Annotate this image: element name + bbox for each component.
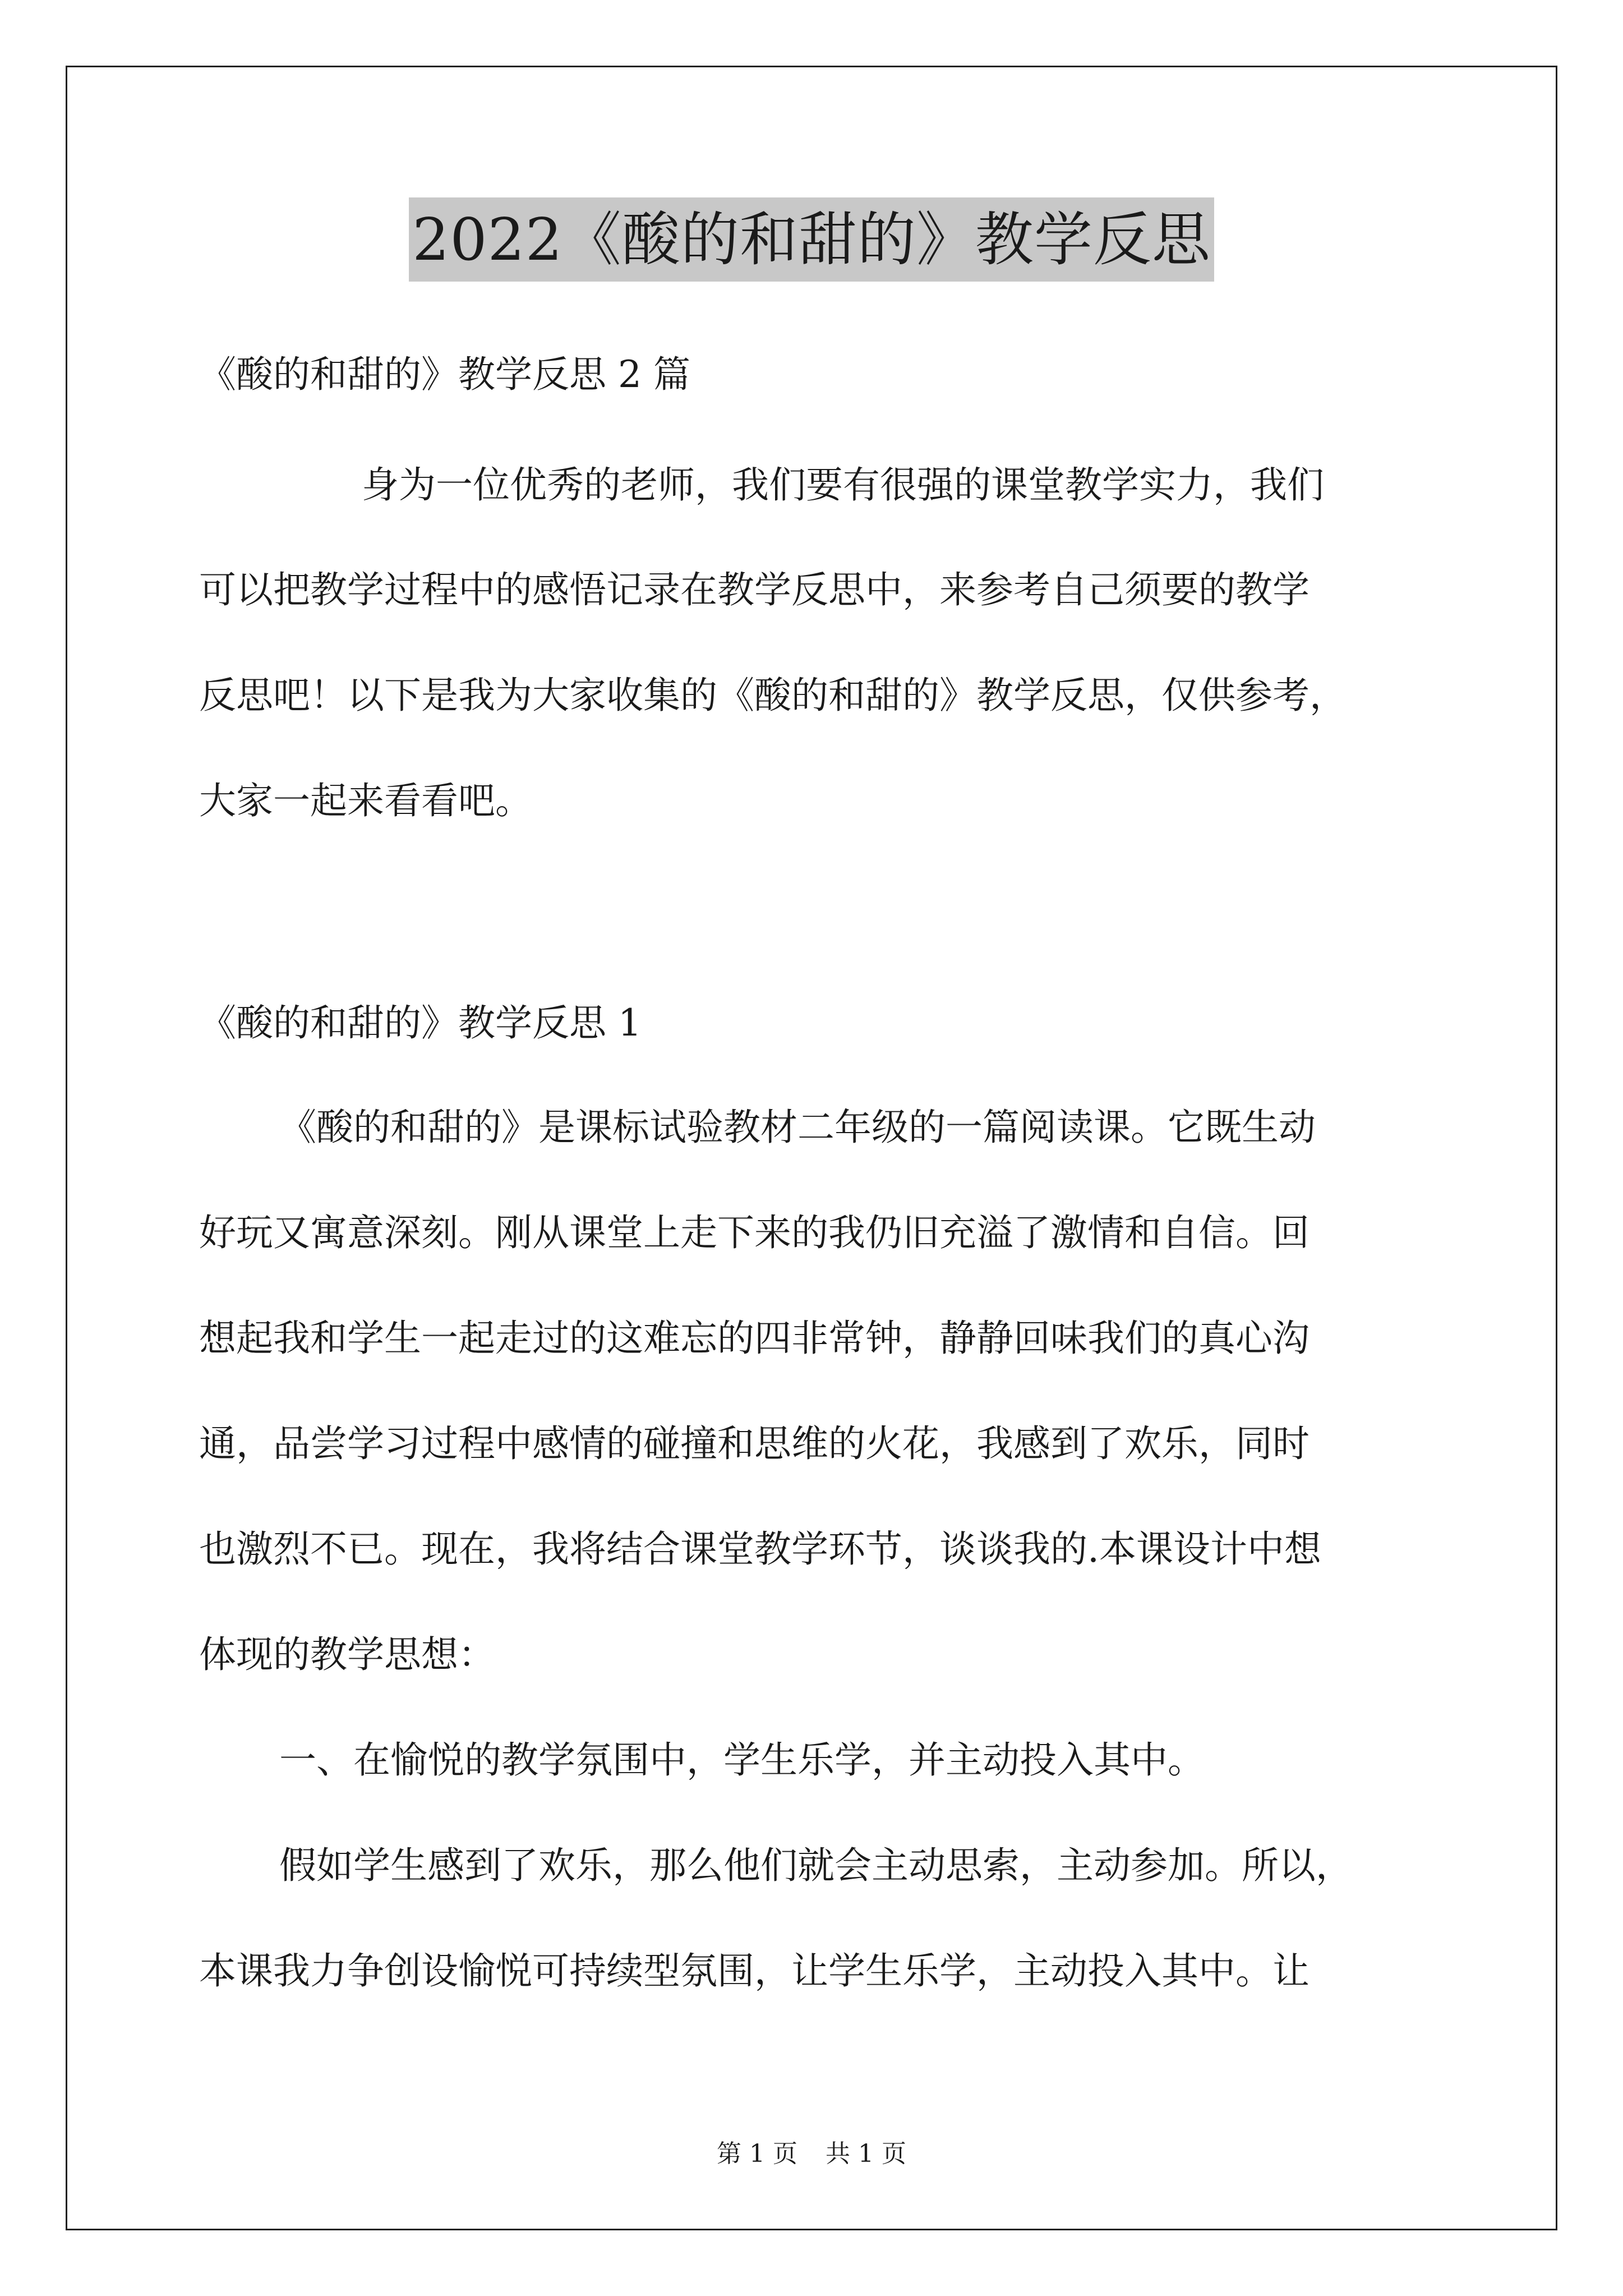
page-footer [0,2138,1623,2170]
paragraph-line: 本课我力争创设愉悦可持续型氛围，让学生乐学，主动投入其中。让 [199,1949,1310,1993]
paragraph-line: 也激烈不已。现在，我将结合课堂教学环节，谈谈我的.本课设计中想 [199,1527,1321,1571]
subtitle: 《酸的和甜的》教学反思 2 篇 [199,353,690,396]
document-title: 2022《酸的和甜的》教学反思 [409,197,1214,282]
intro-line: 可以把教学过程中的感悟记录在教学反思中，来参考自己须要的教学 [199,568,1310,611]
paragraph-line: 体现的教学思想： [199,1633,495,1676]
paragraph-line: 通，品尝学习过程中感情的碰撞和思维的火花，我感到了欢乐，同时 [199,1422,1310,1465]
paragraph-line: 《酸的和甜的》是课标试验教材二年级的一篇阅读课。它既生动 [279,1106,1316,1149]
point-heading: 一、在愉悦的教学氛围中，学生乐学，并主动投入其中。 [279,1738,1205,1782]
page-number: 第 1 页 [717,2139,797,2168]
title-container [0,197,1623,282]
intro-line: 大家一起来看看吧。 [199,779,532,822]
paragraph-line: 想起我和学生一起走过的这难忘的四非常钟，静静回味我们的真心沟 [199,1317,1310,1360]
intro-line: 身为一位优秀的老师，我们要有很强的课堂教学实力，我们 [362,463,1324,507]
paragraph-line: 好玩又寓意深刻。刚从课堂上走下来的我仍旧充溢了激情和自信。回 [199,1211,1310,1254]
paragraph-line: 假如学生感到了欢乐，那么他们就会主动思索，主动参加。所以， [279,1844,1353,1887]
section-heading: 《酸的和甜的》教学反思 1 [199,1001,642,1045]
intro-line: 反思吧！以下是我为大家收集的《酸的和甜的》教学反思，仅供参考， [199,674,1347,717]
page-total: 共 1 页 [826,2139,906,2168]
